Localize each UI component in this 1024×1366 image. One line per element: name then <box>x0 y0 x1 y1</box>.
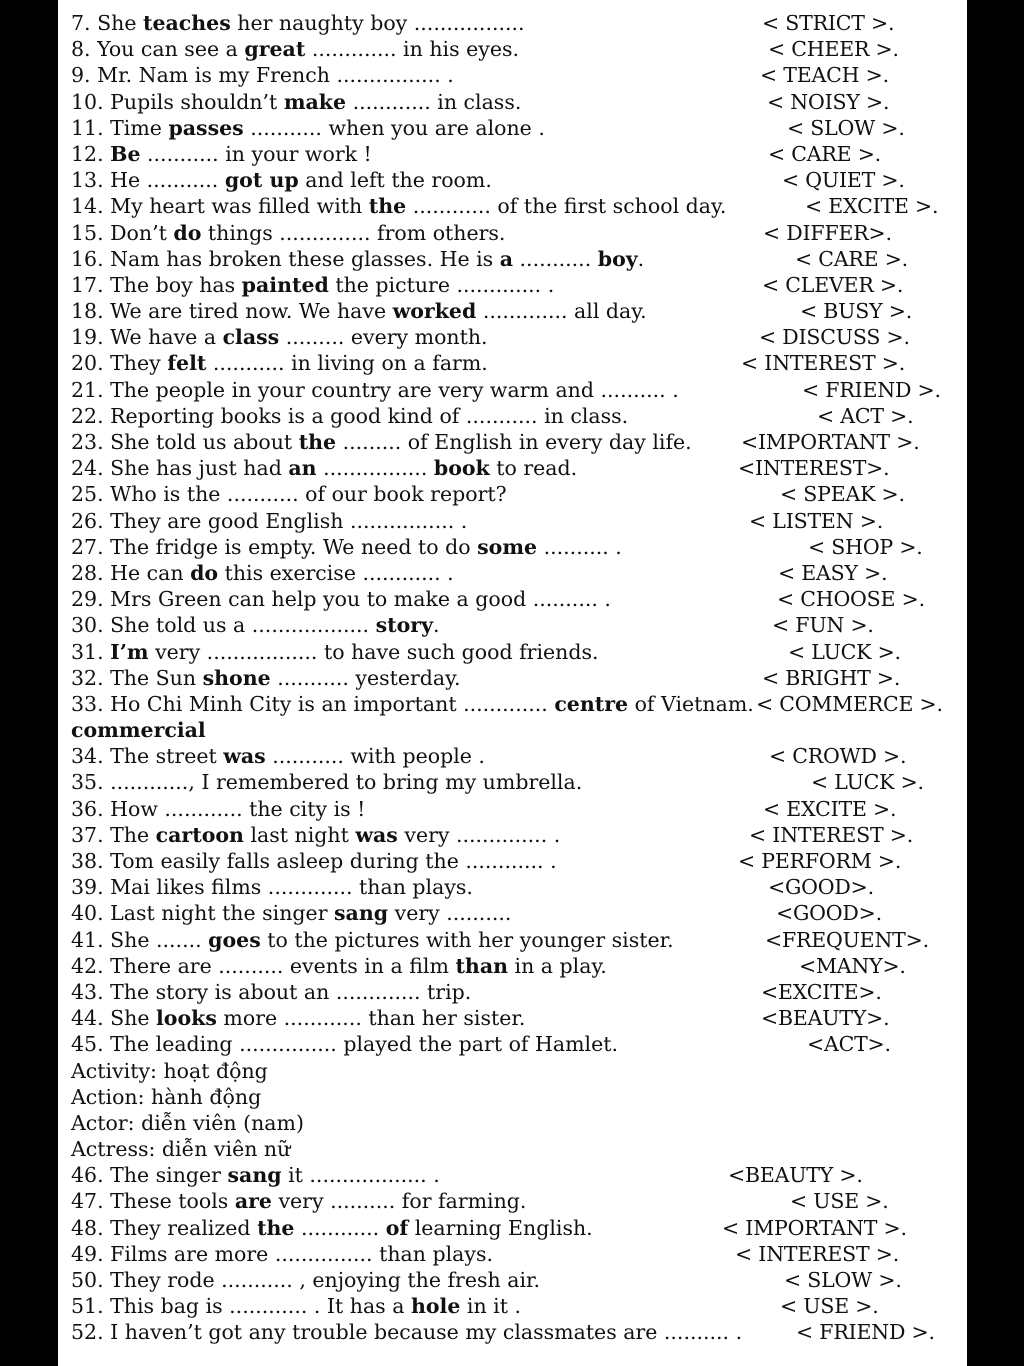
text-segment: Actor: diễn viên (nam) <box>71 1110 304 1135</box>
text-segment: last night <box>243 822 356 847</box>
exercise-item <box>71 193 951 219</box>
exercise-item <box>71 1293 951 1319</box>
bold-word: the <box>368 194 407 219</box>
question-text <box>71 822 560 848</box>
text-segment: . <box>432 613 440 638</box>
word-hint: < PERFORM >. <box>738 849 902 873</box>
word-hint: <IMPORTANT >. <box>741 430 920 454</box>
exercise-item <box>71 1215 951 1241</box>
word-hint: < SPEAK >. <box>780 482 905 507</box>
text-segment: 23. She told us about <box>71 430 299 454</box>
note-line <box>71 1110 951 1136</box>
word-hint: < CARE >. <box>768 141 881 166</box>
exercise-list <box>71 10 951 1346</box>
exercise-item <box>71 874 951 900</box>
question-text <box>71 1031 618 1057</box>
question-text <box>71 1293 521 1319</box>
word-hint: < SHOP >. <box>808 534 923 559</box>
text-segment: 33. Ho Chi Minh City is an important ............. <box>71 691 555 716</box>
question-text <box>71 167 492 193</box>
bold-word: than <box>455 953 509 978</box>
text-segment: very .............. . <box>397 822 561 847</box>
text-segment: 26. They are good English ................ . <box>71 508 468 533</box>
word-hint: < CARE >. <box>795 246 908 271</box>
text-segment: 45. The leading ............... played the part of Hamlet. <box>71 1032 619 1057</box>
text-segment: ........... when you are alone . <box>243 115 545 140</box>
text-segment: 12. <box>71 141 111 166</box>
word-hint: < ACT >. <box>817 403 914 428</box>
word-hint: < BUSY >. <box>800 299 913 324</box>
text-segment: it .................. . <box>281 1163 440 1188</box>
exercise-item <box>71 1031 951 1057</box>
bold-word: do <box>173 220 202 245</box>
exercise-item <box>71 796 951 822</box>
word-hint: <BEAUTY>. <box>761 1006 890 1031</box>
text-segment: 27. The fridge is empty. We need to do <box>71 534 478 559</box>
text-segment: 20. They <box>71 351 168 376</box>
word-hint: < QUIET >. <box>782 168 905 193</box>
text-segment: this exercise ............ . <box>218 560 454 585</box>
bold-word: Be <box>110 141 141 166</box>
text-segment: 15. Don’t <box>71 220 174 245</box>
exercise-item <box>71 377 951 403</box>
question-text <box>71 691 754 717</box>
exercise-item <box>71 429 951 455</box>
text-segment: ......... every month. <box>279 325 488 350</box>
exercise-item <box>71 927 951 953</box>
word-hint: <FREQUENT>. <box>765 927 929 952</box>
exercise-item <box>71 560 951 586</box>
question-text <box>71 481 507 507</box>
note-line <box>71 1136 951 1162</box>
exercise-item <box>71 586 951 612</box>
exercise-item <box>71 953 951 979</box>
text-segment: Activity: hoạt động <box>71 1058 268 1083</box>
note-line <box>71 717 951 743</box>
question-text <box>71 272 554 298</box>
text-segment: her naughty boy ................. <box>230 11 525 35</box>
bold-word: great <box>244 37 306 62</box>
exercise-item <box>71 324 951 350</box>
text-segment: 41. She ....... <box>71 927 209 952</box>
word-hint: < DIFFER>. <box>763 220 892 245</box>
bold-word: the <box>298 430 337 454</box>
question-text <box>71 220 505 246</box>
text-segment: 48. They realized <box>71 1215 258 1240</box>
text-segment: 29. Mrs Green can help you to make a good .......... . <box>71 587 611 612</box>
text-segment: ........... <box>513 246 598 271</box>
word-hint: < EXCITE >. <box>805 194 939 219</box>
word-hint: < LUCK >. <box>811 770 924 795</box>
word-hint: < STRICT >. <box>762 11 895 35</box>
word-hint: < BRIGHT >. <box>762 665 901 690</box>
text-segment: ........... in your work ! <box>140 141 372 166</box>
exercise-item <box>71 10 951 36</box>
word-hint: < SLOW >. <box>787 115 905 140</box>
bold-word: sang <box>334 901 389 926</box>
bold-word: are <box>234 1189 272 1214</box>
bold-word: passes <box>168 115 244 140</box>
bold-word: commercial <box>71 718 206 743</box>
exercise-item <box>71 769 951 795</box>
bold-word: painted <box>241 272 329 297</box>
bold-word: shone <box>202 665 271 690</box>
bold-word: story <box>375 613 433 638</box>
question-text <box>71 900 511 926</box>
word-hint: < IMPORTANT >. <box>722 1215 907 1240</box>
exercise-item <box>71 36 951 62</box>
text-segment: 11. Time <box>71 115 169 140</box>
exercise-item <box>71 141 951 167</box>
text-segment: 18. We are tired now. We have <box>71 299 393 324</box>
exercise-item <box>71 455 951 481</box>
bold-word: cartoon <box>155 822 244 847</box>
question-text <box>71 115 545 141</box>
exercise-item <box>71 115 951 141</box>
exercise-item <box>71 508 951 534</box>
bold-word: was <box>223 744 266 769</box>
note-text <box>71 1136 290 1162</box>
question-text <box>71 1005 525 1031</box>
text-segment: 51. This bag is ............ . It has a <box>71 1294 411 1319</box>
question-text <box>71 1215 593 1241</box>
text-segment: . <box>637 246 645 271</box>
question-text <box>71 743 485 769</box>
worksheet-page <box>58 0 967 1366</box>
bold-word: teaches <box>142 11 231 35</box>
question-text <box>71 1267 540 1293</box>
text-segment: 31. <box>71 639 111 664</box>
exercise-item <box>71 1005 951 1031</box>
bold-word: some <box>477 534 538 559</box>
word-hint: <ACT>. <box>807 1032 891 1057</box>
exercise-item <box>71 848 951 874</box>
word-hint: < FUN >. <box>772 613 874 638</box>
text-segment: of Vietnam. <box>628 691 754 716</box>
text-segment: in it . <box>460 1294 522 1319</box>
exercise-item <box>71 1162 951 1188</box>
question-text <box>71 1188 526 1214</box>
word-hint: < USE >. <box>780 1294 879 1319</box>
exercise-item <box>71 822 951 848</box>
text-segment: 24. She has just had <box>71 456 289 481</box>
bold-word: book <box>433 456 490 481</box>
exercise-item <box>71 298 951 324</box>
text-segment: 8. You can see a <box>71 37 245 62</box>
text-segment: ........... with people . <box>265 744 485 769</box>
exercise-item <box>71 900 951 926</box>
text-segment: ............ in class. <box>346 89 522 114</box>
bold-word: make <box>283 89 347 114</box>
text-segment: very ................. to have such good friends. <box>148 639 599 664</box>
text-segment: 39. Mai likes films ............. than plays. <box>71 875 473 900</box>
question-text <box>71 10 525 36</box>
word-hint: <INTEREST>. <box>738 456 890 481</box>
word-hint: < CLEVER >. <box>762 272 904 297</box>
text-segment: 32. The Sun <box>71 665 203 690</box>
text-segment: 44. She <box>71 1006 157 1031</box>
bold-word: a <box>499 246 514 271</box>
bold-word: worked <box>392 299 477 324</box>
question-text <box>71 665 461 691</box>
exercise-item <box>71 979 951 1005</box>
word-hint: < EXCITE >. <box>763 796 897 821</box>
exercise-item <box>71 665 951 691</box>
question-text <box>71 377 679 403</box>
question-text <box>71 639 599 665</box>
bold-word: do <box>190 560 219 585</box>
text-segment: ............. in his eyes. <box>305 37 519 62</box>
word-hint: < INTEREST >. <box>735 1241 900 1266</box>
text-segment: more ............ than her sister. <box>216 1006 526 1031</box>
word-hint: < FRIEND >. <box>796 1320 935 1345</box>
text-segment: 43. The story is about an ............. trip. <box>71 979 472 1004</box>
word-hint: < USE >. <box>790 1189 889 1214</box>
text-segment: 47. These tools <box>71 1189 235 1214</box>
exercise-item <box>71 534 951 560</box>
text-segment: 9. Mr. Nam is my French ................ . <box>71 63 454 88</box>
question-text <box>71 141 372 167</box>
question-text <box>71 534 622 560</box>
text-segment: 25. Who is the ........... of our book report? <box>71 482 507 507</box>
text-segment: 52. I haven’t got any trouble because my classmates are .......... . <box>71 1320 743 1345</box>
text-segment: in a play. <box>508 953 607 978</box>
question-text <box>71 848 557 874</box>
word-hint: < INTEREST >. <box>741 351 906 376</box>
word-hint: < CHEER >. <box>768 37 899 62</box>
text-segment: and left the room. <box>298 168 492 193</box>
bold-word: of <box>385 1215 409 1240</box>
exercise-item <box>71 246 951 272</box>
question-text <box>71 1162 440 1188</box>
text-segment: 36. How ............ the city is ! <box>71 796 366 821</box>
bold-word: I’m <box>110 639 149 664</box>
exercise-item <box>71 691 951 717</box>
question-text <box>71 350 488 376</box>
word-hint: <MANY>. <box>799 953 906 978</box>
bold-word: sang <box>227 1163 282 1188</box>
text-segment: very .......... <box>388 901 512 926</box>
text-segment: 35. ............, I remembered to bring my umbrella. <box>71 770 583 795</box>
word-hint: < CROWD >. <box>769 744 907 769</box>
text-segment: to read. <box>489 456 578 481</box>
text-segment: 10. Pupils shouldn’t <box>71 89 284 114</box>
question-text <box>71 586 611 612</box>
bold-word: the <box>257 1215 295 1240</box>
note-text <box>71 1110 304 1136</box>
bold-word: hole <box>410 1294 461 1319</box>
exercise-item <box>71 1241 951 1267</box>
word-hint: < SLOW >. <box>784 1268 902 1292</box>
text-segment: things .............. from others. <box>201 220 506 245</box>
text-segment: ................ <box>316 456 434 481</box>
note-text <box>71 1084 261 1110</box>
text-segment: 42. There are .......... events in a film <box>71 953 456 978</box>
text-segment: 17. The boy has <box>71 272 242 297</box>
question-text <box>71 298 647 324</box>
bold-word: got up <box>224 168 299 193</box>
text-segment: 38. Tom easily falls asleep during the ............ . <box>71 849 557 873</box>
text-segment: Action: hành động <box>71 1084 262 1109</box>
text-segment: ............ <box>294 1215 386 1240</box>
bold-word: centre <box>554 691 629 716</box>
question-text <box>71 455 577 481</box>
text-segment: 22. Reporting books is a good kind of ........... in class. <box>71 403 629 428</box>
text-segment: very .......... for farming. <box>271 1189 527 1214</box>
exercise-item <box>71 62 951 88</box>
exercise-item <box>71 272 951 298</box>
question-text <box>71 979 471 1005</box>
question-text <box>71 953 607 979</box>
word-hint: <EXCITE>. <box>761 979 882 1004</box>
exercise-item <box>71 403 951 429</box>
text-segment: 49. Films are more ............... than plays. <box>71 1241 493 1266</box>
text-segment: ........... yesterday. <box>270 665 461 690</box>
question-text <box>71 796 365 822</box>
question-text <box>71 1241 493 1267</box>
text-segment: the picture ............. . <box>328 272 555 297</box>
question-text <box>71 403 628 429</box>
note-line <box>71 1058 951 1084</box>
text-segment: 28. He can <box>71 560 191 585</box>
bold-word: was <box>355 822 398 847</box>
question-text <box>71 246 644 272</box>
question-text <box>71 612 440 638</box>
exercise-item <box>71 612 951 638</box>
question-text <box>71 1319 742 1345</box>
word-hint: < CHOOSE >. <box>777 587 925 612</box>
bold-word: boy <box>597 246 638 271</box>
exercise-item <box>71 350 951 376</box>
text-segment: 7. She <box>71 11 143 35</box>
word-hint: < DISCUSS >. <box>759 325 910 350</box>
text-segment: 30. She told us a .................. <box>71 613 376 638</box>
text-segment: 13. He ........... <box>71 168 225 193</box>
question-text <box>71 927 674 953</box>
question-text <box>71 89 521 115</box>
exercise-item <box>71 89 951 115</box>
word-hint: < EASY >. <box>778 560 888 585</box>
text-segment: 34. The street <box>71 744 224 769</box>
exercise-item <box>71 220 951 246</box>
note-text <box>71 717 206 743</box>
bold-word: class <box>222 325 280 350</box>
question-text <box>71 36 519 62</box>
text-segment: 21. The people in your country are very warm and .......... . <box>71 377 679 402</box>
text-segment: to the pictures with her younger sister. <box>260 927 674 952</box>
question-text <box>71 769 582 795</box>
exercise-item <box>71 167 951 193</box>
text-segment: learning English. <box>408 1215 593 1240</box>
word-hint: < INTEREST >. <box>749 822 914 847</box>
word-hint: < FRIEND >. <box>802 377 941 402</box>
text-segment: ............. all day. <box>476 299 647 324</box>
word-hint: < LUCK >. <box>788 639 901 664</box>
text-segment: .......... . <box>537 534 622 559</box>
word-hint: <GOOD>. <box>768 875 874 900</box>
text-segment: 46. The singer <box>71 1163 228 1188</box>
text-segment: 16. Nam has broken these glasses. He is <box>71 246 500 271</box>
text-segment: 19. We have a <box>71 325 223 350</box>
note-line <box>71 1084 951 1110</box>
word-hint: < LISTEN >. <box>749 508 884 533</box>
exercise-item <box>71 639 951 665</box>
question-text <box>71 508 467 534</box>
text-segment: ........... in living on a farm. <box>206 351 488 376</box>
question-text <box>71 62 454 88</box>
note-text <box>71 1058 268 1084</box>
exercise-item <box>71 1188 951 1214</box>
word-hint: <GOOD>. <box>776 901 882 926</box>
text-segment: 14. My heart was filled with <box>71 194 369 219</box>
word-hint: < COMMERCE >. <box>756 691 943 716</box>
exercise-item <box>71 1319 951 1345</box>
word-hint: < NOISY >. <box>767 89 890 114</box>
question-text <box>71 324 488 350</box>
word-hint: < TEACH >. <box>760 63 889 88</box>
word-hint: <BEAUTY >. <box>728 1163 863 1188</box>
text-segment: 40. Last night the singer <box>71 901 335 926</box>
exercise-item <box>71 481 951 507</box>
bold-word: an <box>288 456 317 481</box>
bold-word: felt <box>167 351 207 376</box>
bold-word: goes <box>208 927 261 952</box>
question-text <box>71 874 473 900</box>
text-segment: 37. The <box>71 822 156 847</box>
exercise-item <box>71 1267 951 1293</box>
question-text <box>71 193 726 219</box>
text-segment: 50. They rode ........... , enjoying the fresh air. <box>71 1268 541 1292</box>
question-text <box>71 560 454 586</box>
text-segment: ............ of the first school day. <box>406 194 727 219</box>
question-text <box>71 429 692 455</box>
bold-word: looks <box>156 1006 217 1031</box>
text-segment: Actress: diễn viên nữ <box>71 1137 291 1162</box>
text-segment: ......... of English in every day life. <box>336 430 692 454</box>
exercise-item <box>71 743 951 769</box>
